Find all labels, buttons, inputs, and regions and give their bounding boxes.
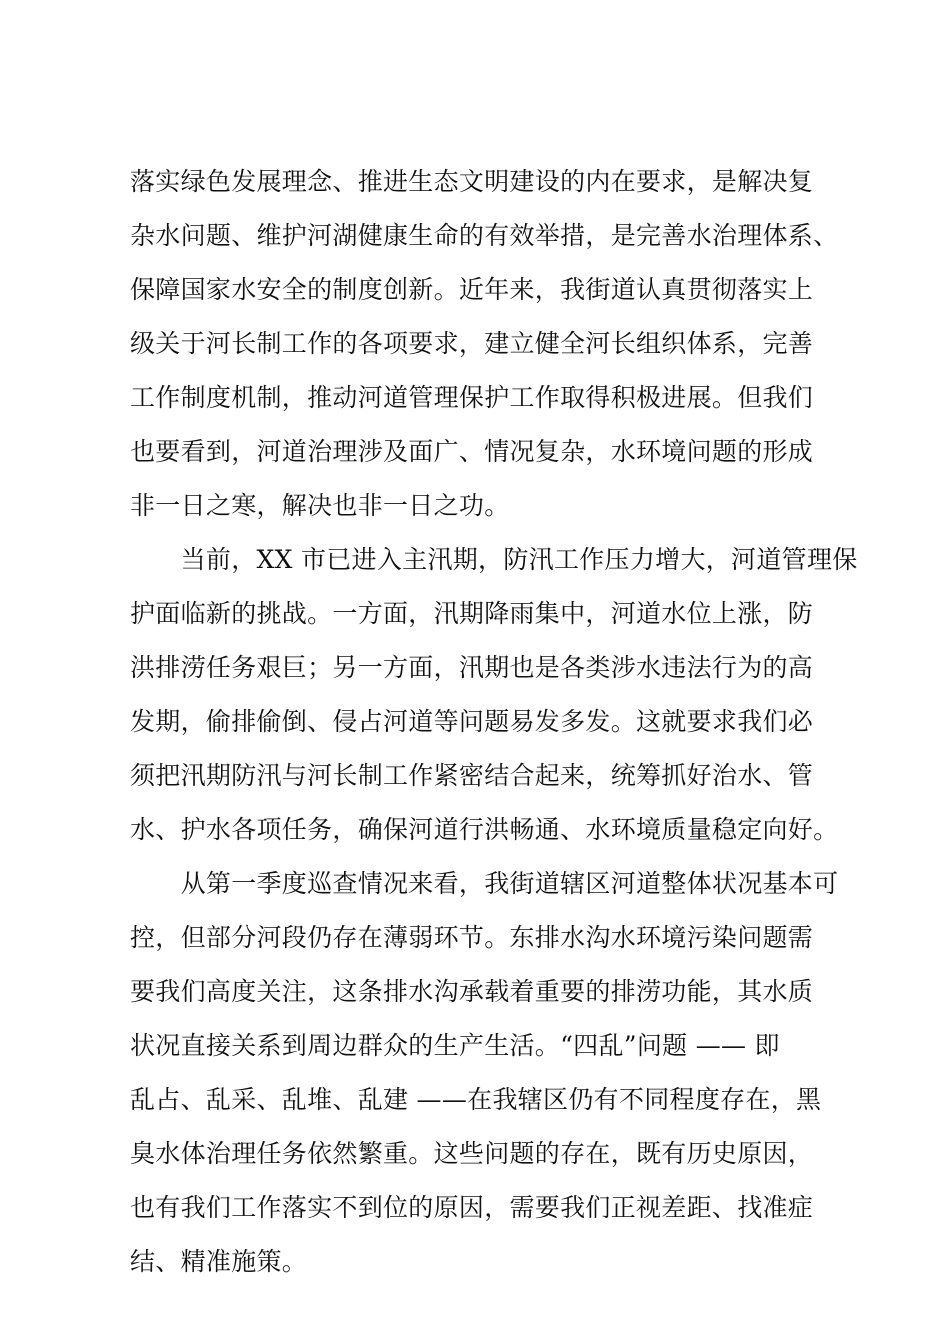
- text-line: 落实绿色发展理念、推进生态文明建设的内在要求，是解决复: [130, 167, 814, 196]
- text-line: 洪排涝任务艰巨；另一方面，汛期也是各类涉水违法行为的高: [130, 653, 814, 682]
- text-line: 发期，偷排偷倒、侵占河道等问题易发多发。这就要求我们必: [130, 707, 814, 736]
- text-line: 要我们高度关注，这条排水沟承载着重要的排涝功能，其水质: [130, 977, 814, 1006]
- text-line: 状况直接关系到周边群众的生产生活。“四乱”问题 —— 即: [130, 1031, 780, 1060]
- text-line: 控，但部分河段仍存在薄弱环节。东排水沟水环境污染问题需: [130, 923, 814, 952]
- text-line: 须把汛期防汛与河长制工作紧密结合起来，统筹抓好治水、管: [130, 761, 814, 790]
- text-line: 工作制度机制，推动河道管理保护工作取得积极进展。但我们: [130, 383, 814, 412]
- text-line: 乱占、乱采、乱堆、乱建 ——在我辖区仍有不同程度存在，黑: [130, 1085, 822, 1114]
- text-line: 臭水体治理任务依然繁重。这些问题的存在，既有历史原因，: [130, 1139, 814, 1168]
- text-line: 当前，XX 市已进入主汛期，防汛工作压力增大，河道管理保: [130, 545, 858, 574]
- text-line: 级关于河长制工作的各项要求，建立健全河长组织体系，完善: [130, 329, 814, 358]
- text-line: 水、护水各项任务，确保河道行洪畅通、水环境质量稳定向好。: [130, 815, 839, 844]
- text-line: 护面临新的挑战。一方面，汛期降雨集中，河道水位上涨，防: [130, 599, 814, 628]
- text-line: 保障国家水安全的制度创新。近年来，我街道认真贯彻落实上: [130, 275, 814, 304]
- text-line: 结、精准施策。: [130, 1247, 308, 1276]
- text-line: 从第一季度巡查情况来看，我街道辖区河道整体状况基本可: [130, 869, 839, 898]
- text-line: 也要看到，河道治理涉及面广、情况复杂，水环境问题的形成: [130, 437, 814, 466]
- text-line: 杂水问题、维护河湖健康生命的有效举措，是完善水治理体系、: [130, 221, 839, 250]
- text-line: 也有我们工作落实不到位的原因，需要我们正视差距、找准症: [130, 1193, 814, 1222]
- text-line: 非一日之寒，解决也非一日之功。: [130, 491, 510, 520]
